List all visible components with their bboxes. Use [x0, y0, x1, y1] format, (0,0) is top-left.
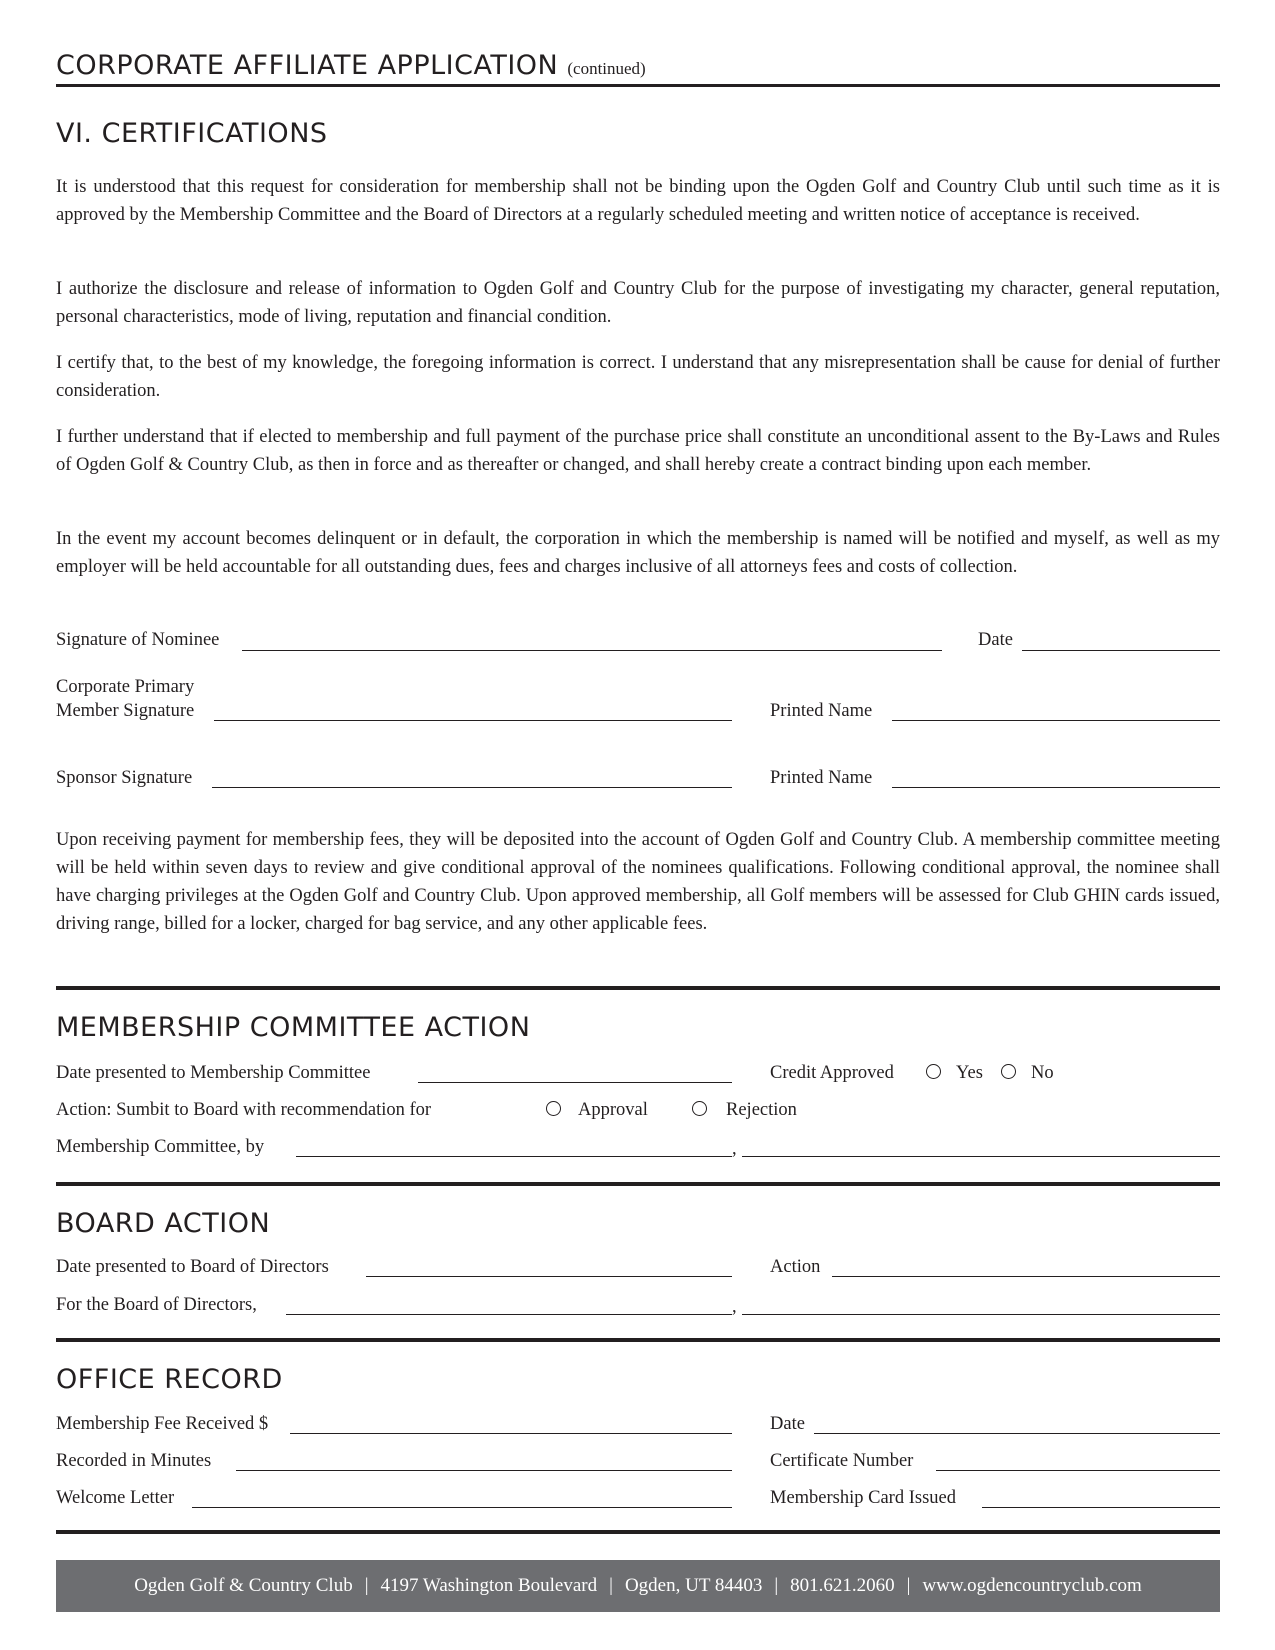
committee-date-field[interactable] [418, 1082, 732, 1083]
board-date-field[interactable] [366, 1276, 732, 1277]
page-title [56, 50, 646, 81]
sponsor-signature-label: Sponsor Signature [56, 768, 193, 788]
footer-bar [56, 1560, 1220, 1612]
sponsor-signature-field[interactable] [212, 787, 732, 788]
corporate-primary-signature-field[interactable] [214, 720, 732, 721]
for-board-label: For the Board of Directors, [56, 1295, 257, 1315]
footer-separator: | [774, 1575, 779, 1596]
continued-label: (continued) [567, 59, 646, 78]
credit-approved-label: Credit Approved [770, 1063, 894, 1083]
committee-rule [56, 986, 1220, 990]
nominee-date-field[interactable] [1022, 650, 1220, 651]
committee-date-label: Date presented to Membership Committee [56, 1063, 371, 1083]
approval-radio[interactable] [546, 1101, 561, 1116]
footer-separator: | [609, 1575, 613, 1596]
cert-paragraph-2: I authorize the disclosure and release of information to Ogden Golf and Country Club for the purpose of investigating my character, general reputation, personal characteristics, mode of living, reputation and financial condition. [56, 279, 1220, 327]
cert-paragraph-3: I certify that, to the best of my knowledge, the foregoing information is correct. I understand that any misrepresentation shall be cause for denial of further consideration. [56, 353, 1220, 401]
recorded-minutes-label: Recorded in Minutes [56, 1451, 212, 1471]
corporate-printed-name-label: Printed Name [770, 701, 873, 721]
footer-website-link[interactable]: www.ogdencountryclub.com [922, 1575, 1142, 1596]
nominee-date-label: Date [978, 630, 1013, 650]
nominee-signature-label: Signature of Nominee [56, 630, 220, 650]
header-rule [56, 84, 1220, 87]
credit-yes-radio[interactable] [926, 1064, 941, 1079]
approval-label: Approval [578, 1100, 648, 1120]
footer-club-name: Ogden Golf & Country Club [134, 1575, 353, 1596]
payment-note: Upon receiving payment for membership fees, they will be deposited into the account of Ogden Golf and Country Club. A membership committee meeting will be held within seven days to review and give conditional approval of the nominees qualifications. Following conditional approval, the nominee shall have charging privileges at the Ogden Golf and Country Club. Upon approved membership, all Golf members will be assessed for Club GHIN cards issued, driving range, billed for a locker, charged for bag service, and any other applicable fees. [56, 830, 1220, 934]
office-date-field[interactable] [814, 1433, 1220, 1434]
committee-by-label: Membership Committee, by [56, 1137, 265, 1157]
committee-by-name-field[interactable] [296, 1156, 732, 1157]
rejection-radio[interactable] [692, 1101, 707, 1116]
board-rule [56, 1182, 1220, 1186]
office-bottom-rule [56, 1530, 1220, 1534]
rejection-label: Rejection [726, 1100, 797, 1120]
committee-heading: MEMBERSHIP COMMITTEE ACTION [56, 1012, 531, 1043]
cert-paragraph-4: I further understand that if elected to membership and full payment of the purchase price shall constitute an unconditional assent to the By-Laws and Rules of Ogden Golf & Country Club, as then in force and as thereafter or changed, and shall hereby create a contract binding upon each member. [56, 427, 1220, 475]
welcome-letter-label: Welcome Letter [56, 1488, 175, 1508]
credit-yes-label: Yes [956, 1063, 983, 1083]
board-action-field[interactable] [832, 1276, 1220, 1277]
cert-paragraph-1: It is understood that this request for consideration for membership shall not be binding upon the Ogden Golf and Country Club until such time as it is approved by the Membership Committee and the Board of Directors at a regularly scheduled meeting and written notice of acceptance is received. [56, 177, 1220, 225]
footer-separator: | [364, 1575, 369, 1596]
committee-by-title-field[interactable] [742, 1156, 1220, 1157]
credit-no-label: No [1031, 1063, 1054, 1083]
certificate-number-label: Certificate Number [770, 1451, 914, 1471]
board-action-label: Action [770, 1257, 821, 1277]
certifications-heading: VI. CERTIFICATIONS [56, 118, 328, 149]
committee-by-comma: , [732, 1139, 737, 1159]
cert-paragraph-5: In the event my account becomes delinquent or in default, the corporation in which the membership is named will be notified and myself, as well as my employer will be held accountable for all outstanding dues, fees and charges inclusive of all attorneys fees and costs of collection. [56, 529, 1220, 577]
corporate-printed-name-field[interactable] [892, 720, 1220, 721]
corporate-primary-label-line2: Member Signature [56, 701, 195, 721]
footer-separator: | [906, 1575, 911, 1596]
card-issued-label: Membership Card Issued [770, 1488, 956, 1508]
credit-no-radio[interactable] [1001, 1064, 1016, 1079]
certificate-number-field[interactable] [936, 1470, 1220, 1471]
board-heading: BOARD ACTION [56, 1208, 271, 1239]
footer-address: 4197 Washington Boulevard [380, 1575, 598, 1596]
page-title-text: CORPORATE AFFILIATE APPLICATION [56, 50, 559, 81]
nominee-signature-field[interactable] [242, 650, 942, 651]
sponsor-printed-name-field[interactable] [892, 787, 1220, 788]
sponsor-printed-name-label: Printed Name [770, 768, 873, 788]
office-heading: OFFICE RECORD [56, 1364, 283, 1395]
office-date-label: Date [770, 1414, 805, 1434]
fee-received-field[interactable] [290, 1433, 732, 1434]
board-date-label: Date presented to Board of Directors [56, 1257, 329, 1277]
for-board-title-field[interactable] [742, 1314, 1220, 1315]
office-rule [56, 1338, 1220, 1342]
for-board-comma: , [732, 1297, 737, 1317]
card-issued-field[interactable] [982, 1507, 1220, 1508]
recorded-minutes-field[interactable] [236, 1470, 732, 1471]
footer-phone: 801.621.2060 [790, 1575, 895, 1596]
committee-action-label: Action: Sumbit to Board with recommendation for [56, 1100, 432, 1120]
footer-city: Ogden, UT 84403 [624, 1575, 763, 1596]
welcome-letter-field[interactable] [192, 1507, 732, 1508]
corporate-primary-label-line1: Corporate Primary [56, 677, 195, 697]
for-board-name-field[interactable] [286, 1314, 732, 1315]
fee-received-label: Membership Fee Received $ [56, 1414, 269, 1434]
